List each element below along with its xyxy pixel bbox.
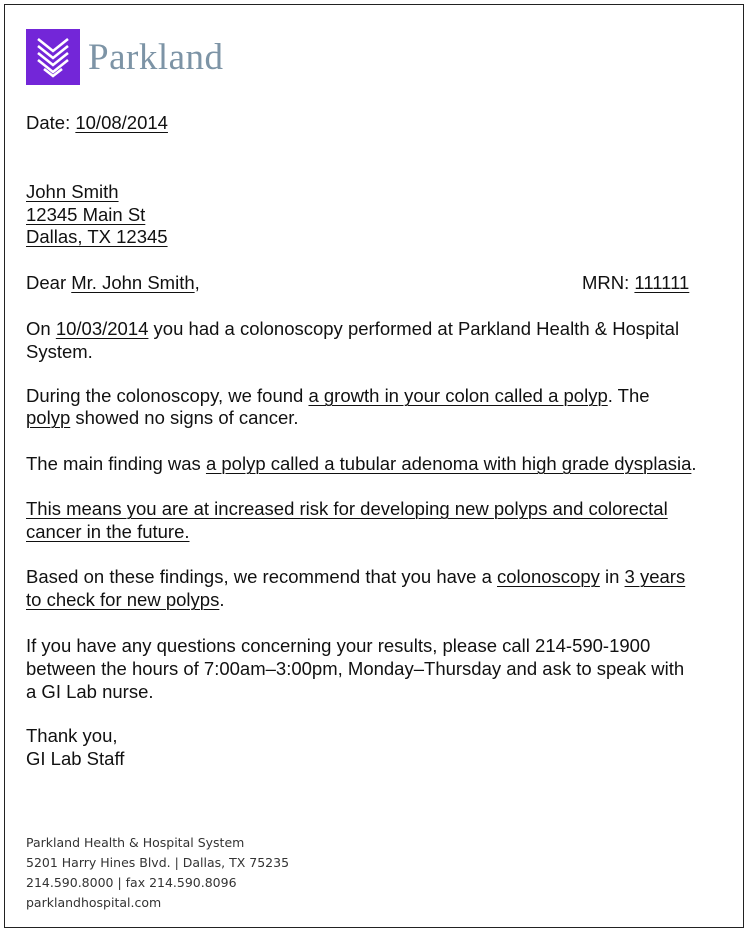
- paragraph-3: [26, 453, 697, 475]
- footer-phone: 214.590.8000 | fax 214.590.8096: [26, 875, 237, 890]
- text-segment: The main finding was: [26, 453, 206, 474]
- text-segment: in: [599, 566, 625, 587]
- recommended-interval: to check for new polyps: [26, 589, 220, 610]
- text-segment: .: [691, 453, 697, 474]
- recommended-interval: 3 years: [624, 566, 686, 587]
- closing-signature: [26, 748, 124, 770]
- paragraph-6-line-3: [26, 681, 154, 703]
- signature-text: GI Lab Staff: [26, 748, 125, 769]
- recipient-street: [26, 204, 145, 226]
- text-segment: between the hours of 7:00am–3:00pm, Monday–Thursday and ask to speak with: [26, 658, 685, 679]
- footer-website: parklandhospital.com: [26, 895, 162, 910]
- mrn-line: [582, 272, 689, 294]
- paragraph-2-line-1: [26, 385, 650, 407]
- recommended-procedure: colonoscopy: [497, 566, 600, 587]
- paragraph-6-line-2: [26, 658, 684, 680]
- recipient-name: [26, 181, 119, 203]
- paragraph-1-line-1: [26, 318, 679, 340]
- finding-text: a growth in your colon called a polyp: [308, 385, 608, 406]
- paragraph-6-line-1: [26, 635, 650, 657]
- salutation: [26, 272, 200, 294]
- footer-address: 5201 Harry Hines Blvd. | Dallas, TX 75235: [26, 855, 290, 870]
- paragraph-2-line-2: [26, 407, 299, 429]
- text-segment: Based on these findings, we recommend that you have a: [26, 566, 498, 587]
- text-segment: showed no signs of cancer.: [70, 407, 299, 428]
- date-line: [26, 112, 168, 134]
- text-segment: you had a colonoscopy performed at Parkland Health & Hospital: [148, 318, 680, 339]
- text-segment: .: [219, 589, 225, 610]
- salutation-name: Mr. John Smith: [71, 272, 195, 293]
- text-segment: a GI Lab nurse.: [26, 681, 154, 702]
- parkland-logo: [26, 27, 224, 87]
- risk-text: This means you are at increased risk for developing new polyps and colorectal: [26, 498, 668, 519]
- letter-content: [18, 5, 733, 927]
- salutation-prefix: Dear: [26, 272, 72, 293]
- text-segment: If you have any questions concerning your results, please call 214-590-1900: [26, 635, 651, 656]
- logo-wordmark: Parkland: [88, 36, 224, 78]
- procedure-date: 10/03/2014: [55, 318, 149, 339]
- date-value: 10/08/2014: [75, 112, 168, 133]
- footer-org: Parkland Health & Hospital System: [26, 835, 245, 850]
- closing-line-1: [26, 725, 118, 747]
- recipient-city: [26, 226, 168, 248]
- paragraph-1-line-2: [26, 341, 93, 363]
- paragraph-5-line-2: [26, 589, 224, 611]
- text-segment: On: [26, 318, 56, 339]
- text-segment: . The: [607, 385, 650, 406]
- paragraph-5-line-1: [26, 566, 685, 588]
- paragraph-4-line-2: [26, 521, 190, 543]
- text-segment: System.: [26, 341, 93, 362]
- salutation-suffix: ,: [194, 272, 200, 293]
- recipient-street-text: 12345 Main St: [26, 204, 146, 225]
- recipient-city-text: Dallas, TX 12345: [26, 226, 168, 247]
- date-label: Date:: [26, 112, 76, 133]
- risk-text: cancer in the future.: [26, 521, 190, 542]
- closing-text: Thank you,: [26, 725, 118, 746]
- polyp-text: polyp: [26, 407, 71, 428]
- mrn-label: MRN:: [582, 272, 635, 293]
- parkland-logo-icon: [26, 29, 80, 85]
- paragraph-4-line-1: [26, 498, 668, 520]
- mrn-value: 111111: [634, 272, 690, 293]
- letter-page: [4, 4, 744, 928]
- main-finding-text: a polyp called a tubular adenoma with high grade dysplasia: [205, 453, 692, 474]
- text-segment: During the colonoscopy, we found: [26, 385, 309, 406]
- recipient-name-text: John Smith: [26, 181, 119, 202]
